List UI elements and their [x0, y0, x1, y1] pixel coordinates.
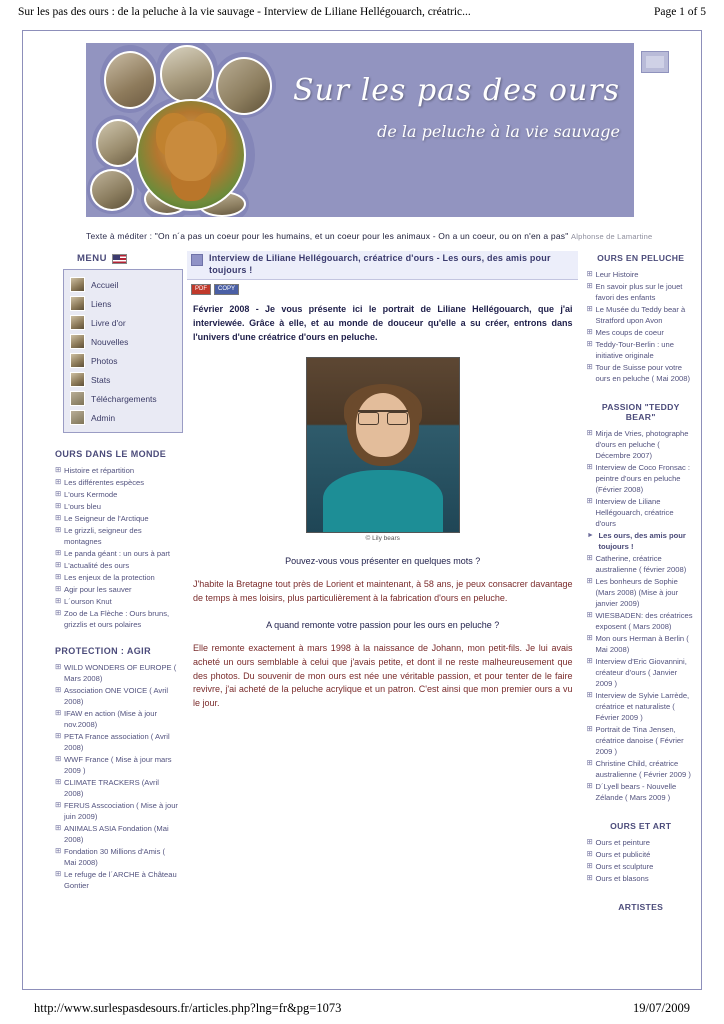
print-footer-url: http://www.surlespasdesours.fr/articles.php?lng=fr&pg=1073 [34, 1001, 342, 1015]
bear-main-photo [136, 99, 246, 211]
section-heading-ours-et-art: OURS ET ART [610, 821, 672, 831]
section-heading-artistes: ARTISTES [618, 902, 664, 912]
link-list-protection-agir [55, 662, 179, 891]
list-item[interactable]: ⊞ IFAW en action (Mise à jour nov.2008) [55, 708, 179, 730]
list-item[interactable]: ⊞ WIESBADEN: des créatrices exposent ( Mars 2008) [586, 610, 695, 632]
thumbnail-icon [70, 410, 85, 425]
list-item[interactable]: ⊞ L'ours Kermode [55, 489, 179, 500]
list-item[interactable]: ⊞ Les différentes espèces [55, 477, 179, 488]
article-intro: Février 2008 - Je vous présente ici le portrait de Liliane Hellégouarch, que j'ai interviewée. Grâce à elle, et au monde de douceur qu'elle a su créer, entrons dans l'univers d'une créatrice d'ours en peluche. [193, 303, 573, 342]
link-list-ours-dans-le-monde [55, 465, 179, 630]
menu-item-label: Stats [91, 374, 111, 385]
list-item[interactable]: ⊞ Zoo de La Flèche : Ours bruns, grizzlis et ours polaires [55, 608, 179, 630]
menu-heading [77, 253, 179, 264]
list-item[interactable]: ⊞ Le Seigneur de l'Arctique [55, 513, 179, 524]
list-item[interactable]: ⊞ Interview de Liliane Hellégouarch, créatrice d'ours [586, 496, 695, 529]
list-item[interactable]: ⊞ Les bonheurs de Sophie (Mars 2008) (Mise à jour janvier 2009) [586, 576, 695, 609]
list-item[interactable]: ⊞ Le Musée du Teddy bear à Stratford upon Avon [586, 304, 695, 326]
list-item[interactable]: ⊞ Les enjeux de la protection [55, 572, 179, 583]
list-item-current[interactable]: ▸ Les ours, des amis pour toujours ! [586, 530, 695, 552]
menu-item-label: Photos [91, 355, 118, 366]
link-list-ours-en-peluche [586, 269, 695, 384]
print-footer [0, 1001, 724, 1016]
menu-item-label: Livre d'or [91, 317, 126, 328]
bear-thumbnail [104, 51, 156, 109]
interview-answer: Elle remonte exactement à mars 1998 à la naissance de Johann, mon petit-fils. Je lui avais acheté un ours semblable à celui que j'avais petite, et dont il ne reste malheureusement que des photos. Du souvenir de mon ours est née une véritable passion, et pour tenter de le faire revivre, j'ai acheté de la peluche acrylique et un patron. C'est ainsi que mon premier ours a vu le jour. [193, 642, 573, 709]
list-item[interactable]: ⊞ Leur Histoire [586, 269, 695, 280]
page-title: Interview de Liliane Hellégouarch, créatrice d'ours - Les ours, des amis pour toujours ! [209, 253, 551, 275]
list-item[interactable]: ⊞ En savoir plus sur le jouet favori des enfants [586, 281, 695, 303]
interview-question: Pouvez-vous vous présenter en quelques mots ? [285, 555, 481, 566]
list-item[interactable]: ⊞ Interview de Coco Fronsac : peintre d'ours en peluche (Février 2008) [586, 462, 695, 495]
article-icon [191, 254, 203, 266]
menu-item-label: Liens [91, 298, 112, 309]
list-item[interactable]: ⊞ Mes coups de coeur [586, 327, 695, 338]
bear-thumbnail [160, 45, 214, 103]
list-item[interactable]: ⊞ Christine Child, créatrice australienne ( Février 2009 ) [586, 758, 695, 780]
quote-source: Alphonse de Lamartine [571, 232, 653, 241]
sidebar-item-stats[interactable] [68, 370, 178, 389]
photo-credit: © Lily bears [365, 534, 400, 542]
us-flag-icon[interactable] [112, 254, 127, 264]
quote-text: "On n´a pas un coeur pour les humains, et un coeur pour les animaux - On a un coeur, ou on n'en a pas" [154, 231, 569, 241]
menu-heading-label: MENU [77, 253, 107, 264]
list-item[interactable]: ⊞ WILD WONDERS OF EUROPE ( Mars 2008) [55, 662, 179, 684]
menu-item-label: Téléchargements [91, 393, 157, 404]
list-item[interactable]: ⊞ Histoire et répartition [55, 465, 179, 476]
section-heading-ours-en-peluche: OURS EN PELUCHE [597, 253, 685, 263]
list-item[interactable]: ⊞ Le panda géant : un ours à part [55, 548, 179, 559]
thumbnail-icon [70, 277, 85, 292]
section-heading-ours-dans-le-monde: OURS DANS LE MONDE [55, 449, 167, 459]
left-sidebar [31, 251, 179, 918]
banner-title: Sur les pas des ours [292, 73, 620, 108]
menu-item-label: Admin [91, 412, 116, 423]
list-item[interactable]: ⊞ Tour de Suisse pour votre ours en peluche ( Mai 2008) [586, 362, 695, 384]
article-actions [191, 284, 578, 295]
section-heading-protection-agir: PROTECTION : AGIR [55, 646, 151, 656]
list-item[interactable]: ⊞ Ours et sculpture [586, 861, 695, 872]
glasses-icon [358, 410, 408, 421]
list-item[interactable]: ⊞ WWF France ( Mise à jour mars 2009 ) [55, 754, 179, 776]
sidebar-item-liens[interactable] [68, 294, 178, 313]
sidebar-item-telechargements[interactable] [68, 389, 178, 408]
list-item[interactable]: ⊞ Fondation 30 Millions d'Amis ( Mai 2008) [55, 846, 179, 868]
link-list-passion-teddy-bear [586, 428, 695, 803]
list-item[interactable]: ⊞ Mon ours Herman à Berlin ( Mai 2008) [586, 633, 695, 655]
link-list-ours-et-art [586, 837, 695, 884]
sidebar-item-accueil[interactable] [68, 275, 178, 294]
list-item[interactable]: ⊞ Ours et peinture [586, 837, 695, 848]
list-item[interactable]: ⊞ Ours et blasons [586, 873, 695, 884]
print-header-title: Sur les pas des ours : de la peluche à la vie sauvage - Interview de Liliane Hellégouarch, créatric... [18, 6, 471, 18]
list-item[interactable]: ⊞ ANIMALS ASIA Fondation (Mai 2008) [55, 823, 179, 845]
list-item[interactable]: ⊞ Catherine, créatrice australienne ( février 2008) [586, 553, 695, 575]
site-banner-area [86, 43, 677, 217]
thumbnail-icon [70, 353, 85, 368]
quote-label: Texte à méditer : [86, 231, 153, 241]
pdf-button[interactable]: PDF [191, 284, 211, 295]
copy-button[interactable]: COPY [214, 284, 239, 295]
bear-thumbnail [90, 169, 134, 211]
list-item[interactable]: ⊞ L´ourson Knut [55, 596, 179, 607]
list-item[interactable]: ⊞ CLIMATE TRACKERS (Avril 2008) [55, 777, 179, 799]
list-item[interactable]: ⊞ Association ONE VOICE ( Avril 2008) [55, 685, 179, 707]
interview-answer: J'habite la Bretagne tout près de Lorient et maintenant, à 58 ans, je peux consacrer davantage de temps à mes loisirs, plus particulièrement à la fabrication d'ours en peluche. [193, 578, 573, 603]
thumbnail-icon [70, 296, 85, 311]
image-placeholder-icon [641, 51, 669, 73]
interviewee-photo [306, 357, 460, 533]
teddy-bear-icon [165, 121, 217, 181]
list-item[interactable]: ⊞ FERUS Asscociation ( Mise à jour juin 2009) [55, 800, 179, 822]
page-columns [23, 251, 701, 918]
site-banner [86, 43, 634, 217]
list-item[interactable]: ⊞ PETA France association ( Avril 2008) [55, 731, 179, 753]
list-item[interactable]: ⊞ Interview d'Eric Giovannini, créateur d'ours ( Janvier 2009 ) [586, 656, 695, 689]
list-item[interactable]: ⊞ L'ours bleu [55, 501, 179, 512]
sidebar-item-photos[interactable] [68, 351, 178, 370]
menu-box [63, 269, 183, 433]
article-column [179, 251, 586, 918]
right-sidebar [586, 251, 695, 918]
list-item[interactable]: ⊞ D´Lyell bears - Nouvelle Zélande ( Mars 2009 ) [586, 781, 695, 803]
sidebar-item-admin[interactable] [68, 408, 178, 427]
interview-question: A quand remonte votre passion pour les ours en peluche ? [266, 619, 500, 630]
photo-torso-shape [323, 470, 443, 532]
list-item[interactable]: ⊞ Le refuge de l´ARCHE à Château Gontier [55, 869, 179, 891]
list-item[interactable]: ⊞ Mirja de Vries, photographe d'ours en peluche ( Décembre 2007) [586, 428, 695, 461]
sidebar-item-nouvelles[interactable] [68, 332, 178, 351]
list-item[interactable]: ⊞ Portrait de Tina Jensen, créatrice danoise ( Février 2009 ) [586, 724, 695, 757]
print-footer-date: 19/07/2009 [633, 1001, 690, 1015]
list-item[interactable]: ⊞ L'actualité des ours [55, 560, 179, 571]
print-header-pages: Page 1 of 5 [653, 6, 706, 18]
bear-thumbnail [216, 57, 272, 115]
list-item[interactable]: ⊞ Le grizzli, seigneur des montagnes [55, 525, 179, 547]
quote-of-the-day [86, 231, 701, 241]
menu-item-label: Accueil [91, 279, 119, 290]
thumbnail-icon [70, 315, 85, 330]
thumbnail-icon [70, 372, 85, 387]
article-header [187, 251, 578, 280]
thumbnail-icon [70, 391, 85, 406]
print-header [0, 6, 724, 18]
list-item[interactable]: ⊞ Ours et publicité [586, 849, 695, 860]
list-item[interactable]: ⊞ Teddy-Tour-Berlin : une initiative originale [586, 339, 695, 361]
bear-thumbnail [96, 119, 140, 167]
menu-item-label: Nouvelles [91, 336, 129, 347]
web-page-content [22, 30, 702, 990]
banner-text [293, 73, 620, 141]
thumbnail-icon [70, 334, 85, 349]
list-item[interactable]: ⊞ Agir pour les sauver [55, 584, 179, 595]
banner-subtitle: de la peluche à la vie sauvage [377, 122, 620, 141]
list-item[interactable]: ⊞ Interview de Sylvie Larrède, créatrice et naturaliste ( Février 2009 ) [586, 690, 695, 723]
section-heading-passion-teddy-bear: PASSION "TEDDY BEAR" [601, 402, 680, 422]
sidebar-item-livre-dor[interactable] [68, 313, 178, 332]
